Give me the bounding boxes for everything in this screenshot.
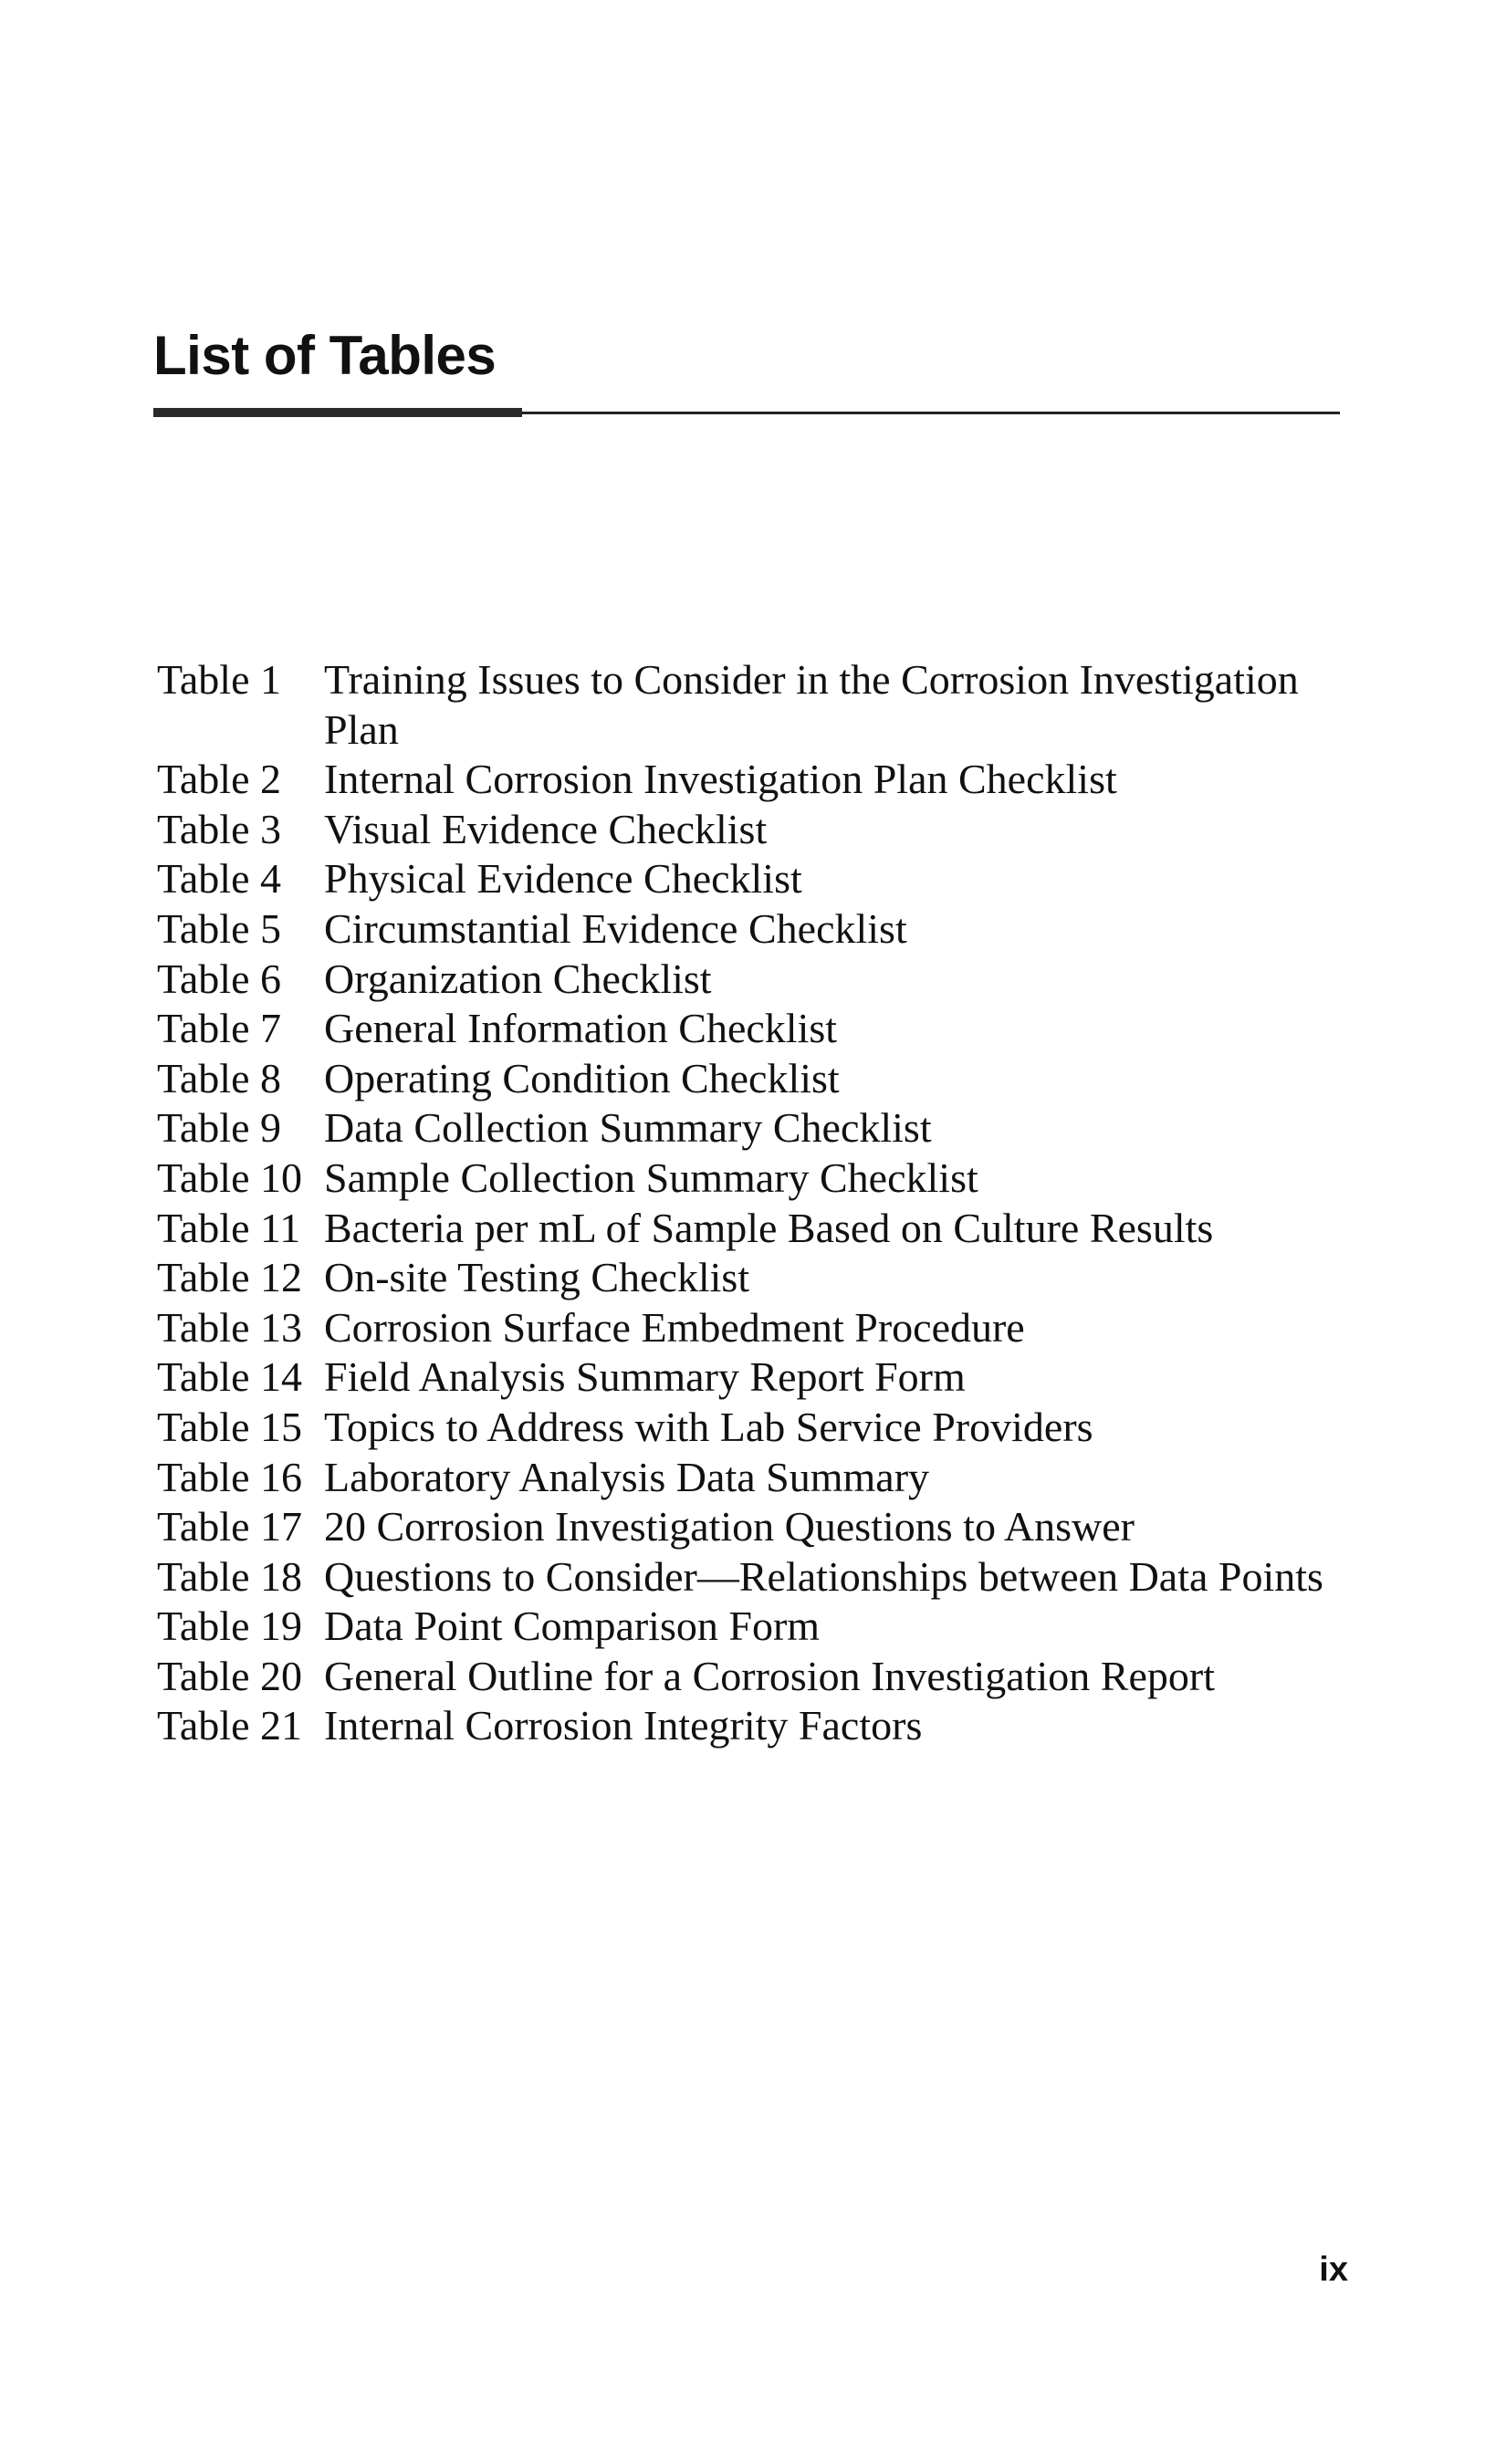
table-label: Table 2	[157, 756, 282, 803]
toc-entry	[157, 854, 1362, 904]
page-number: ix	[1319, 2250, 1348, 2289]
toc-entry	[157, 955, 1362, 1005]
toc-entry	[157, 1303, 1362, 1353]
table-label: Table 19	[157, 1603, 303, 1650]
table-title: Corrosion Surface Embedment Procedure	[324, 1303, 1025, 1351]
toc-entry	[157, 1652, 1362, 1702]
toc-entry	[157, 755, 1362, 805]
table-title: Visual Evidence Checklist	[324, 805, 768, 852]
toc-entry	[157, 655, 1362, 755]
table-label: Table 14	[157, 1353, 303, 1401]
table-title: Field Analysis Summary Report Form	[324, 1353, 966, 1401]
toc-entry	[157, 1054, 1362, 1104]
toc-entry	[157, 1453, 1362, 1503]
table-title: Data Point Comparison Form	[324, 1603, 821, 1650]
table-title: Operating Condition Checklist	[324, 1054, 840, 1101]
table-label: Table 5	[157, 904, 282, 952]
toc-entry	[157, 1602, 1362, 1652]
table-title: Topics to Address with Lab Service Providers	[324, 1403, 1093, 1450]
toc-entry	[157, 1204, 1362, 1254]
table-label: Table 6	[157, 955, 282, 1002]
table-label: Table 17	[157, 1503, 303, 1550]
list-of-tables	[157, 655, 1362, 1751]
toc-entry	[157, 1004, 1362, 1054]
table-label: Table 9	[157, 1104, 282, 1152]
table-label: Table 7	[157, 1005, 282, 1052]
toc-entry	[157, 904, 1362, 955]
toc-entry	[157, 1701, 1362, 1751]
table-title: Training Issues to Consider in the Corrosion Investigation Plan	[324, 656, 1299, 753]
table-title: 20 Corrosion Investigation Questions to Answer	[324, 1503, 1135, 1550]
table-label: Table 4	[157, 855, 282, 903]
toc-entry	[157, 1253, 1362, 1303]
toc-entry	[157, 1103, 1362, 1154]
table-title: Organization Checklist	[324, 955, 712, 1002]
toc-entry	[157, 1502, 1362, 1552]
table-label: Table 8	[157, 1054, 282, 1101]
table-title: General Information Checklist	[324, 1005, 838, 1052]
table-title: Data Collection Summary Checklist	[324, 1104, 932, 1152]
table-title: On-site Testing Checklist	[324, 1254, 750, 1301]
table-title: Questions to Consider—Relationships between Data Points	[324, 1552, 1323, 1600]
table-label: Table 18	[157, 1552, 303, 1600]
title-underline-accent	[153, 408, 522, 417]
toc-entry	[157, 1154, 1362, 1204]
table-label: Table 10	[157, 1154, 303, 1201]
table-title: General Outline for a Corrosion Investigation Report	[324, 1652, 1215, 1699]
table-label: Table 20	[157, 1652, 303, 1699]
table-title: Internal Corrosion Investigation Plan Checklist	[324, 756, 1117, 803]
table-title: Laboratory Analysis Data Summary	[324, 1453, 930, 1500]
toc-entry	[157, 1352, 1362, 1403]
page-title: List of Tables	[153, 325, 497, 386]
table-title: Bacteria per mL of Sample Based on Culture Results	[324, 1204, 1214, 1251]
table-label: Table 3	[157, 805, 282, 852]
table-label: Table 16	[157, 1453, 303, 1500]
table-label: Table 15	[157, 1403, 303, 1450]
table-label: Table 11	[157, 1204, 301, 1251]
table-title: Physical Evidence Checklist	[324, 855, 802, 903]
table-title: Internal Corrosion Integrity Factors	[324, 1702, 923, 1749]
toc-entry	[157, 1403, 1362, 1453]
table-label: Table 1	[157, 656, 282, 703]
table-label: Table 13	[157, 1303, 303, 1351]
table-title: Circumstantial Evidence Checklist	[324, 904, 907, 952]
table-title: Sample Collection Summary Checklist	[324, 1154, 978, 1201]
table-label: Table 21	[157, 1702, 303, 1749]
table-label: Table 12	[157, 1254, 303, 1301]
toc-entry	[157, 805, 1362, 855]
toc-entry	[157, 1552, 1362, 1603]
